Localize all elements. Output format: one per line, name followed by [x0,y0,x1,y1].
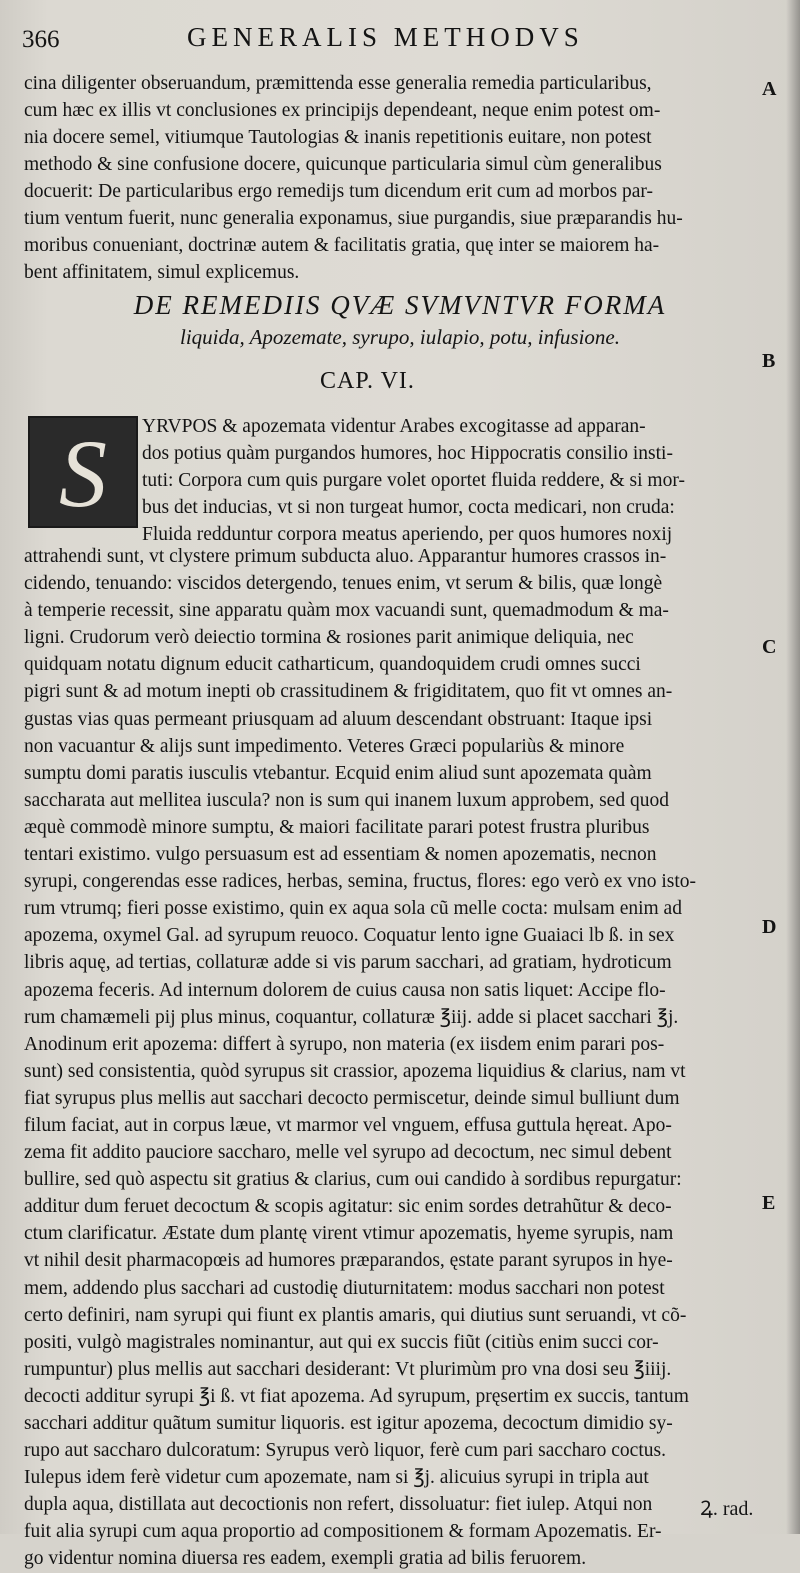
text-line: zema fit addito pauciore saccharo, melle vel syrupo ad decoctum, nec simul debent [24,1142,672,1164]
text-line: fiat syrupus plus mellis aut sacchari decocto permiscetur, deinde simul bulliunt dum [24,1087,680,1109]
page-header [22,22,782,58]
chapter-label: CAP. VI. [320,368,415,394]
running-title: GENERALIS METHODVS [187,22,584,52]
text-line: sunt) sed consistentia, quòd syrupus sit crassior, apozema liquidius & clarius, nam vt [24,1060,686,1082]
margin-letter: C [762,636,777,658]
text-line: decocti additur syrupi ℥i ß. vt fiat apozema. Ad syrupum, pręsertim ex succis, tantum [24,1385,689,1407]
text-line: cina diligenter obseruandum, præmittenda esse generalia remedia particularibus, [24,73,652,94]
text-line: positi, vulgò magistrales nominantur, aut qui ex succis fiũt (citiùs enim succi cor- [24,1331,659,1353]
text-line: rum vtrumq; fieri posse existimo, quin ex aqua sola cũ melle cocta: mulsam enim ad [24,898,682,920]
text-line: sacchari additur quãtum sumitur liquoris. est igitur apozema, decoctum dimidio sy- [24,1413,673,1434]
text-line: apozema, oxymel Gal. ad syrupum reuoco. Coquatur lento igne Guaiaci lb ß. in sex [24,925,675,947]
text-line: ctum clarificatur. Æstate dum plantę virent vtimur apozematis, hyeme syrupis, nam [24,1223,674,1245]
chapter-body [24,543,764,1573]
text-line: go videntur nomina diuersa res eadem, exempli gratia ad bilis feruorem. [24,1548,587,1570]
text-line: quidquam notatu dignum educit catharticum, quandoquidem crudi omnes succi [24,654,641,676]
text-line: Fluida redduntur corpora meatus aperiendo, per quos humores noxij [142,524,673,545]
text-line: Anodinum erit apozema: differt à syrupo, non materia (ex iisdem enim parari pos- [24,1033,665,1055]
margin-letter: E [762,1192,776,1214]
margin-letter: B [762,350,776,372]
text-line: sumptu domi paratis iusculis vtebantur. Ecquid enim aliud sunt apozemata quàm [24,762,652,784]
text-line: cum hæc ex illis vt conclusiones ex principijs dependeant, neque enim potest om- [24,100,661,121]
text-line: gustas vias quas permeant priusquam ad aluum descendant obstruant: Itaque ipsi [24,708,653,730]
text-line: saccharata aut mellitea iuscula? non is sum qui inanem luxum approbem, sed quod [24,789,669,811]
text-line: fuit alia syrupi cum aqua proportio ad compositionem & formam Apozematis. Er- [24,1521,662,1543]
margin-letter: A [762,78,777,100]
text-line: mem, addendo plus sacchari ad custodię diuturnitatem: modus sacchari non potest [24,1277,665,1299]
page-number: 366 [22,26,60,53]
text-line: libris aquę, ad tertias, collaturæ adde si vis parum sacchari, ad gratiam, hydroticum [24,952,672,974]
decorated-initial: S [28,416,138,528]
text-line: methodo & sine confusione docere, quicunque particularia simul cùm generalibus [24,154,662,175]
text-line: cidendo, tenuando: viscidos detergendo, tenues enim, vt serum & bilis, quæ longè [24,573,663,595]
text-line: dupla aqua, distillata aut decoctionis non refert, dissoluatur: fiet iulep. Atqui non [24,1494,653,1516]
text-line: filum faciat, aut in corpus læue, vt marmor vel vnguem, effusa guttula hęreat. Apo- [24,1114,672,1136]
text-line: bent affinitatem, simul explicemus. [24,262,300,283]
text-line: æquè commodè minore sumptu, & maiori facilitate parari potest frustra pluribus [24,816,650,838]
margin-letter: D [762,916,777,938]
text-line: additur dum feruet decoctum & scopis agitatur: sic enim sordes detrahũtur & deco- [24,1196,672,1218]
text-line: bus det inducias, vt si non turgeat humor, cocta medicari, non cruda: [142,497,675,518]
text-line: tium ventum fuerit, nunc generalia exponamus, siue purgandis, siue præparandis hu- [24,208,683,229]
text-line: nia docere semel, vitiumque Tautologias & inanis repetitionis euitare, non potest [24,127,652,148]
text-line: tentari existimo. vulgo persuasum est ad essentiam & nomen apozematis, necnon [24,844,657,866]
text-line: vt nihil desit pharmacopœis ad humores præparandos, ęstate parant syrupos in hye- [24,1250,673,1272]
intro-paragraph [24,70,764,286]
text-line: bullire, sed quò aspectu sit gratius & clarius, cum oui candido à sordibus repurgatur: [24,1169,682,1191]
catchword: Ꝝ. rad. [700,1498,754,1520]
text-line: non vacuantur & alijs sunt impedimento. Veteres Græci populariùs & minore [24,735,625,757]
text-line: rupo aut saccharo dulcoratum: Syrupus verò liquor, ferè cum pari saccharo coctus. [24,1440,666,1462]
section-subtitle: liquida, Apozemate, syrupo, iulapio, potu, infusione. [179,325,620,349]
page-spine-shadow [786,0,800,1534]
section-heading [50,288,750,352]
text-line: certo definiri, nam syrupi qui fiunt ex plantis amaris, qui diutius sunt seruandi, vt cõ- [24,1304,687,1326]
text-line: Iulepus idem ferè videtur cum apozemate, nam si ℥j. alicuius syrupi in tripla aut [24,1467,649,1489]
text-line: dos potius quàm purgandos humores, hoc Hippocratis consilio insti- [142,443,673,464]
text-line: tuti: Corpora cum quis purgare volet oportet fluida reddere, & si mor- [142,470,685,491]
section-title: DE REMEDIIS QVÆ SVMVNTVR FORMA [133,290,667,320]
text-line: moribus conueniant, doctrinæ autem & facilitatis gratia, quę inter se maiorem ha- [24,235,660,256]
text-line: apozema feceris. Ad internum dolorem de cuius causa non satis liquet: Accipe flo- [24,979,666,1001]
chapter-opening-lines [24,413,764,548]
text-line: rumpuntur) plus mellis aut sacchari desiderant: Vt plurimùm pro vna dosi seu ℥iiij. [24,1358,672,1380]
text-line: ligni. Crudorum verò deiectio tormina & rosiones parit animique deliquia, nec [24,627,634,649]
text-line: syrupi, congerendas esse radices, herbas, semina, fructus, flores: ego verò ex vno isto- [24,871,696,893]
text-line: pigri sunt & ad motum inepti ob crassitudinem & frigiditatem, quo fit vt omnes an- [24,681,673,703]
text-line: YRVPOS & apozemata videntur Arabes excogitasse ad apparan- [142,416,646,437]
text-line: à temperie recessit, sine apparatu quàm mox vacuandi sunt, quemadmodum & ma- [24,600,669,622]
text-line: rum chamæmeli pij plus minus, coquantur, collaturæ ℥iij. adde si placet sacchari ℥j. [24,1006,679,1028]
text-line: attrahendi sunt, vt clystere primum subducta aluo. Apparantur humores crassos in- [24,546,667,567]
text-line: docuerit: De particularibus ergo remedijs tum dicendum erit cum ad morbos par- [24,181,654,202]
